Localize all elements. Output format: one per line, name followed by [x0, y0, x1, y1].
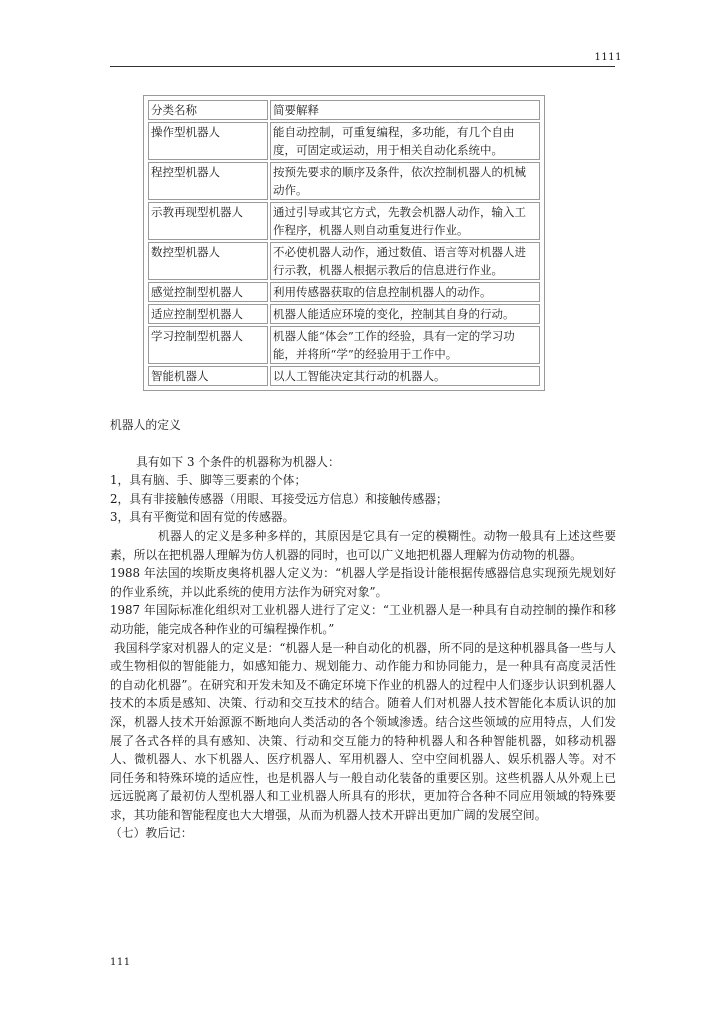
paragraph-france-1988: 1988 年法国的埃斯皮奥将机器人定义为：“机器人学是指设计能根据传感器信息实现预先规划好的作业系统，并以此系统的使用方法作为研究对象”。 [110, 566, 616, 599]
table-row [148, 242, 540, 280]
table-cell-description: 按预先要求的顺序及条件，依次控制机器人的机械动作。 [270, 162, 540, 200]
table-cell-category: 操作型机器人 [148, 122, 268, 160]
intro-paragraph: 具有如下 3 个条件的机器称为机器人： [136, 454, 340, 469]
table-row [148, 366, 540, 386]
header-page-number: 1111 [594, 52, 622, 63]
table-cell-description: 机器人能适应环境的变化，控制其自身的行动。 [270, 304, 540, 324]
table-cell-category: 适应控制型机器人 [148, 304, 268, 324]
table-cell-description: 机器人能“体会”工作的经验，具有一定的学习功能，并将所“学”的经验用于工作中。 [270, 326, 540, 364]
table-cell-category: 数控型机器人 [148, 242, 268, 280]
definition-section [110, 416, 616, 843]
paragraph-fuzziness: 机器人的定义是多种多样的，其原因是它具有一定的模糊性。动物一般具有上述这些要素，所以在把机器人理解为仿人机器的同时，也可以广义地把机器人理解为仿动物的机器。 [110, 528, 616, 562]
closing-note: （七）教后记： [110, 826, 193, 841]
table-header-row [148, 100, 540, 120]
table-cell-description: 能自动控制，可重复编程，多功能，有几个自由度，可固定或运动，用于相关自动化系统中。 [270, 122, 540, 160]
table-row [148, 304, 540, 324]
condition-item: 3，具有平衡觉和固有觉的传感器。 [110, 510, 295, 525]
table-cell-category: 程控型机器人 [148, 162, 268, 200]
table-header-cell: 分类名称 [148, 100, 268, 120]
table-cell-description: 不必使机器人动作，通过数值、语言等对机器人进行示教，机器人根据示教后的信息进行作业。 [270, 242, 540, 280]
paragraph-china-definition: 我国科学家对机器人的定义是：“机器人是一种自动化的机器，所不同的是这种机器具备一些与人或生物相似的智能能力，如感知能力、规划能力、动作能力和协同能力，是一种具有高度灵活性的自动化机器”。在研究和开发未知及不确定环境下作业的机器人的过程中人们逐步认识到机器人技术的本质是感知、决策、行动和交互技术的结合。随着人们对机器人技术智能化本质认识的加深，机器人技术开始源源不断地向人类活动的各个领域渗透。结合这些领域的应用特点，人们发展了各式各样的具有感知、决策、行动和交互能力的特种机器人和各种智能机器，如移动机器人、微机器人、水下机器人、医疗机器人、军用机器人、空中空间机器人、娱乐机器人等。对不同任务和特殊环境的适应性，也是机器人与一般自动化装备的重要区别。这些机器人从外观上已远远脱离了最初仿人型机器人和工业机器人所具有的形状，更加符合各种不同应用领域的特殊要求，其功能和智能程度也大大增强，从而为机器人技术开辟出更加广阔的发展空间。 [110, 640, 616, 822]
table-row [148, 326, 540, 364]
robot-classification-table [143, 95, 545, 391]
table-row [148, 162, 540, 200]
table-row [148, 122, 540, 160]
condition-item: 2，具有非接触传感器（用眼、耳接受远方信息）和接触传感器； [110, 491, 448, 506]
paragraph-iso-1987: 1987 年国际标准化组织对工业机器人进行了定义：“工业机器人是一种具有自动控制的操作和移动功能，能完成各种作业的可编程操作机。” [110, 603, 616, 636]
table-cell-description: 利用传感器获取的信息控制机器人的动作。 [270, 282, 540, 302]
condition-item: 1，具有脑、手、脚等三要素的个体； [110, 473, 307, 488]
table-row [148, 202, 540, 240]
header-rule [110, 66, 615, 67]
section-title: 机器人的定义 [110, 418, 181, 432]
table-cell-category: 示教再现型机器人 [148, 202, 268, 240]
table-cell-category: 智能机器人 [148, 366, 268, 386]
footer-page-number: 111 [110, 957, 131, 968]
table-cell-description: 以人工智能决定其行动的机器人。 [270, 366, 540, 386]
table-cell-category: 感觉控制型机器人 [148, 282, 268, 302]
table-row [148, 282, 540, 302]
table-header-cell: 简要解释 [270, 100, 540, 120]
table-cell-category: 学习控制型机器人 [148, 326, 268, 364]
table-cell-description: 通过引导或其它方式，先教会机器人动作，输入工作程序，机器人则自动重复进行作业。 [270, 202, 540, 240]
